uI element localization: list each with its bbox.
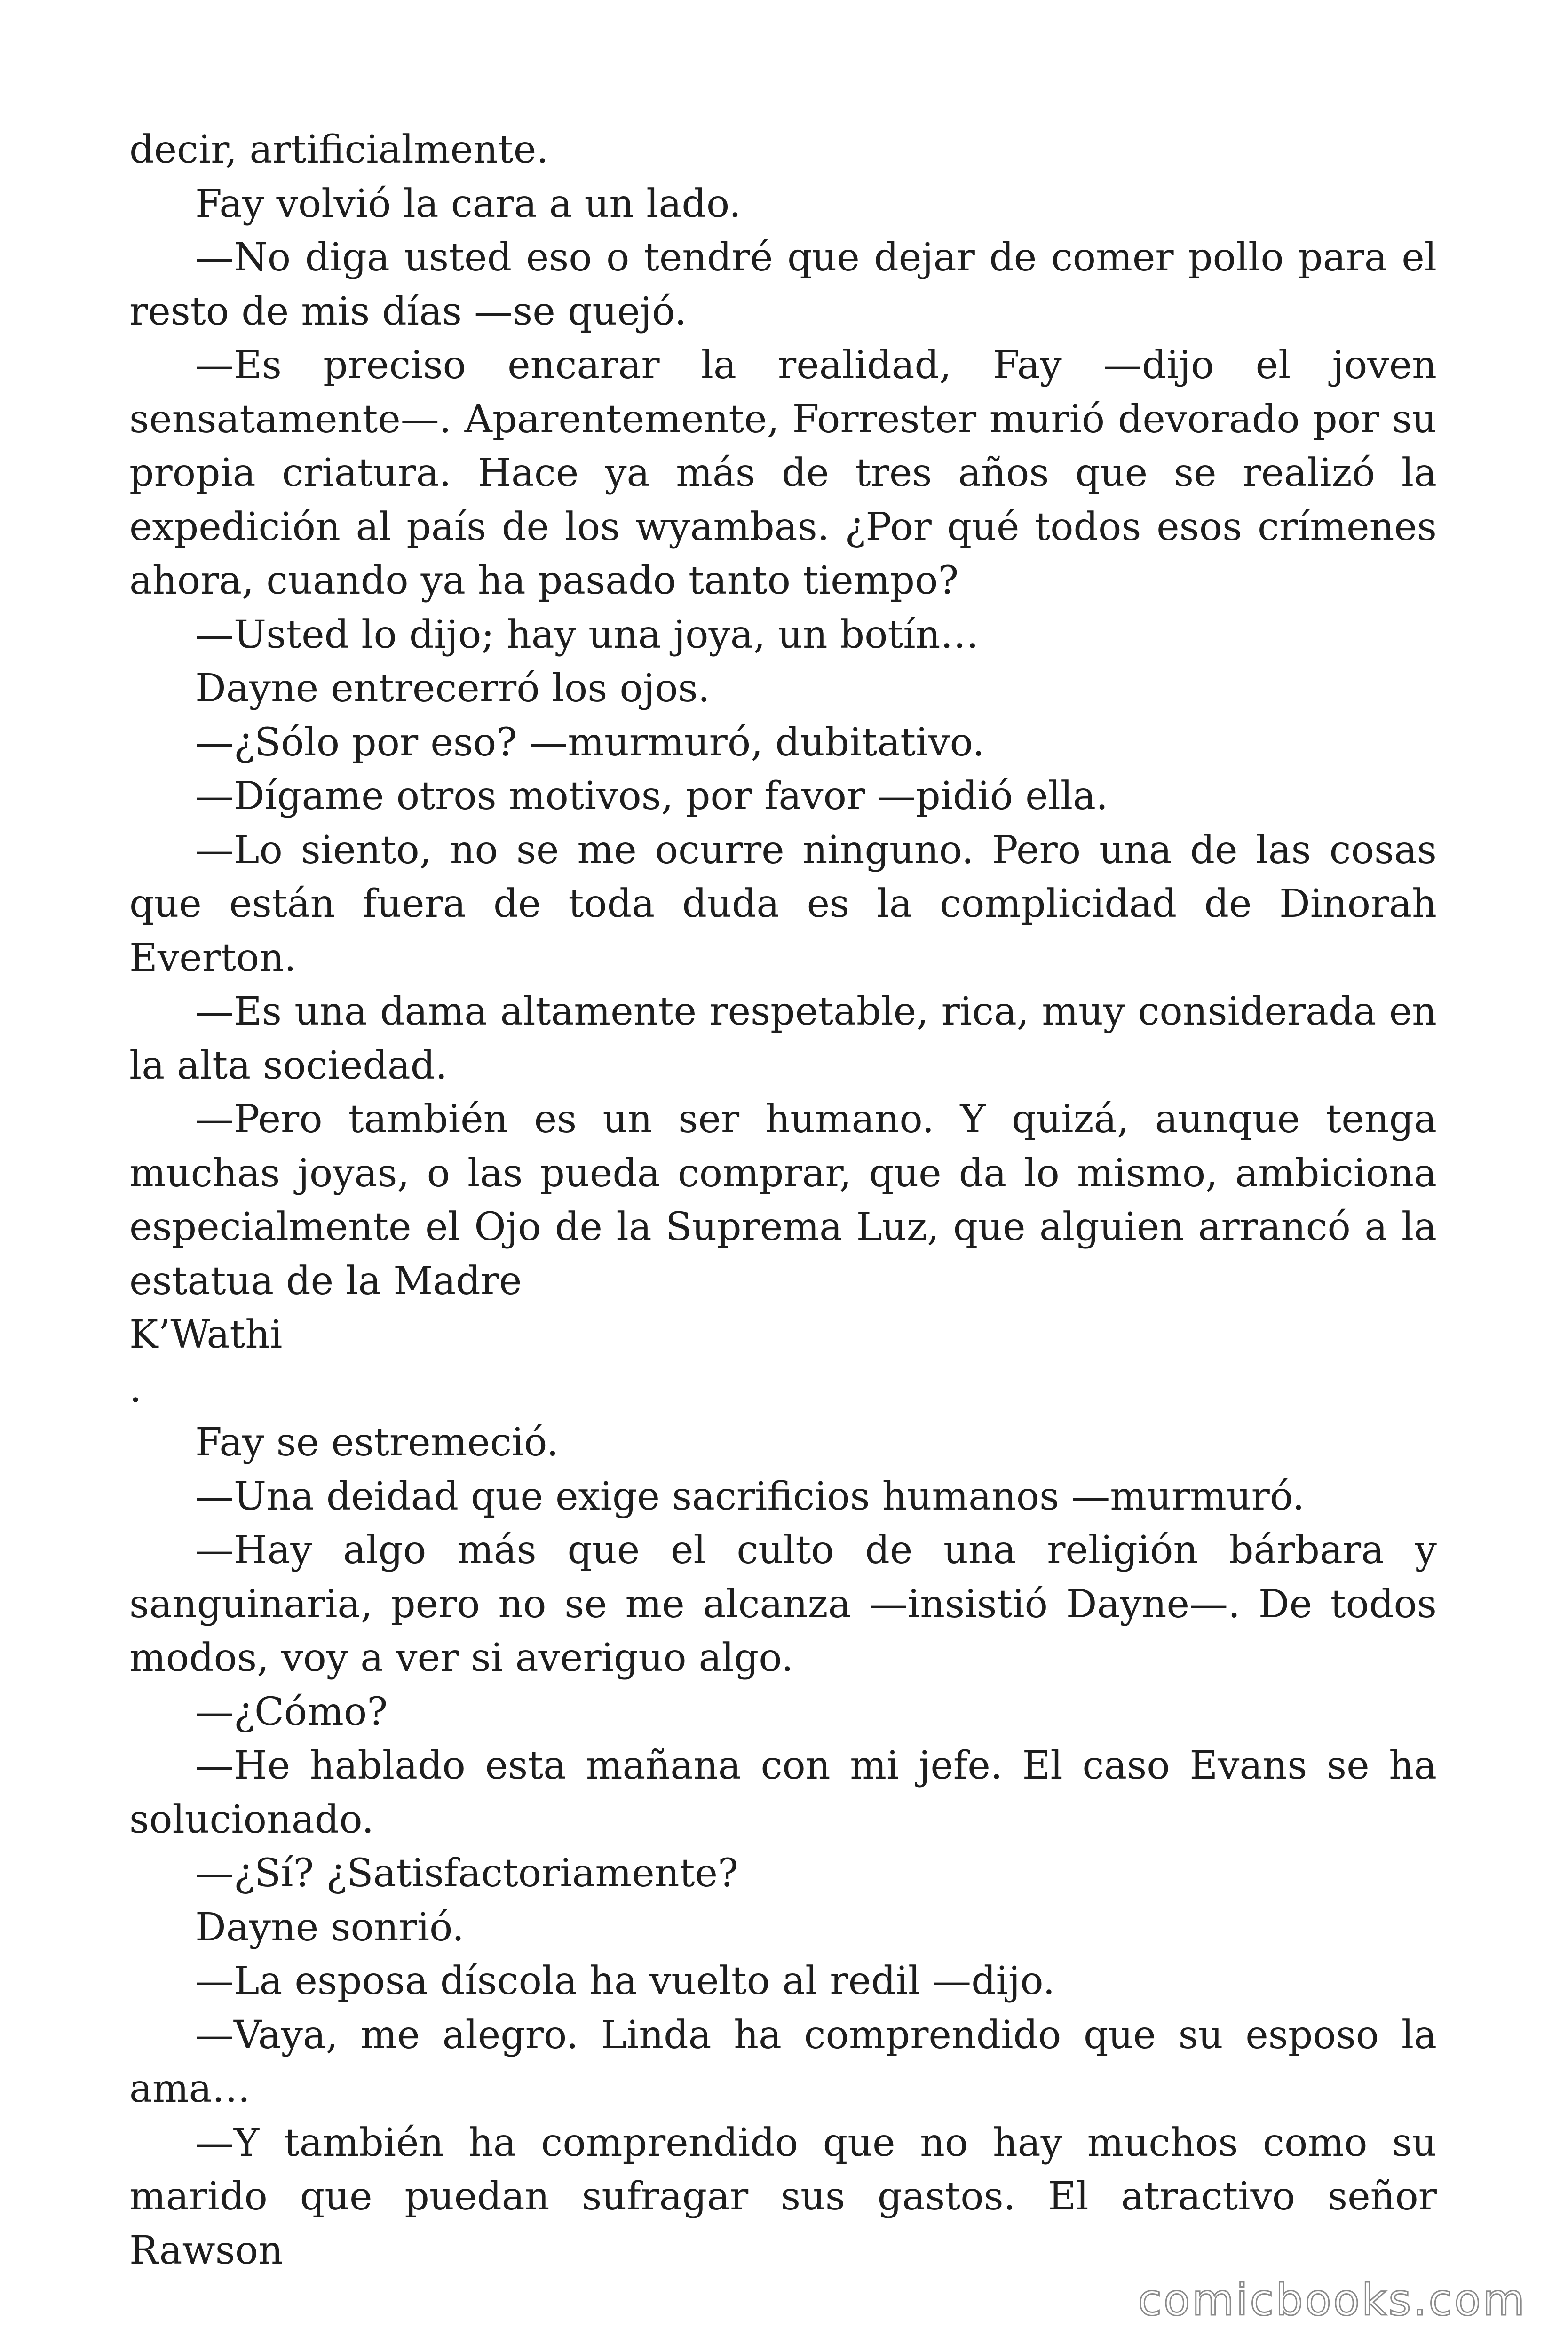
paragraph: —¿Sí? ¿Satisfactoriamente?	[195, 1851, 739, 1896]
paragraph: —Usted lo dijo; hay una joya, un botín…	[195, 612, 979, 657]
paragraph: —Es preciso encarar la realidad, Fay —dijo el joven sensatamente—. Aparentemente, Forrester murió devorado por su propia criatura. Hace ya más de tres años que se realizó la expedición al país de los wyambas. ¿Por qué todos esos crímenes ahora, cuando ya ha pasado tanto tiempo?	[129, 343, 1437, 603]
paragraph: —Y también ha comprendido que no hay muchos como su marido que puedan sufragar sus gastos. El atractivo señor Rawson	[129, 2120, 1437, 2273]
paragraph: —¿Cómo?	[195, 1689, 388, 1734]
watermark: comicbooks.com	[1138, 2275, 1527, 2325]
paragraph: —Pero también es un ser humano. Y quizá, aunque tenga muchas joyas, o las pueda comprar, que da lo mismo, ambiciona especialmente el Ojo de la Suprema Luz, que alguien arrancó a la estatua de la Madre	[129, 1097, 1437, 1303]
paragraph: .	[129, 1366, 142, 1411]
paragraph: —No diga usted eso o tendré que dejar de comer pollo para el resto de mis días —se quejó.	[129, 235, 1437, 334]
paragraph: —Lo siento, no se me ocurre ninguno. Pero una de las cosas que están fuera de toda duda es la complicidad de Dinorah Everton.	[129, 827, 1437, 980]
paragraph: —Es una dama altamente respetable, rica, muy considerada en la alta sociedad.	[129, 989, 1437, 1088]
paragraph: —Una deidad que exige sacrificios humanos —murmuró.	[195, 1474, 1305, 1519]
paragraph: —Hay algo más que el culto de una religión bárbara y sanguinaria, pero no se me alcanza —insistió Dayne—. De todos modos, voy a ver si averiguo algo.	[129, 1528, 1437, 1680]
paragraph: —Dígame otros motivos, por favor —pidió ella.	[195, 774, 1109, 818]
paragraph: —La esposa díscola ha vuelto al redil —dijo.	[195, 1959, 1055, 2003]
paragraph: decir, artificialmente.	[129, 127, 549, 172]
paragraph: Dayne sonrió.	[195, 1905, 465, 1950]
paragraph: —He hablado esta mañana con mi jefe. El caso Evans se ha solucionado.	[129, 1743, 1437, 1842]
paragraph: —Vaya, me alegro. Linda ha comprendido que su esposo la ama…	[129, 2012, 1437, 2111]
paragraph: —¿Sólo por eso? —murmuró, dubitativo.	[195, 720, 985, 765]
paragraph: Dayne entrecerró los ojos.	[195, 666, 710, 711]
paragraph: Fay volvió la cara a un lado.	[195, 181, 741, 226]
paragraph: Fay se estremeció.	[195, 1420, 559, 1465]
body-text	[129, 123, 1437, 2278]
paragraph: K’Wathi	[129, 1312, 283, 1357]
